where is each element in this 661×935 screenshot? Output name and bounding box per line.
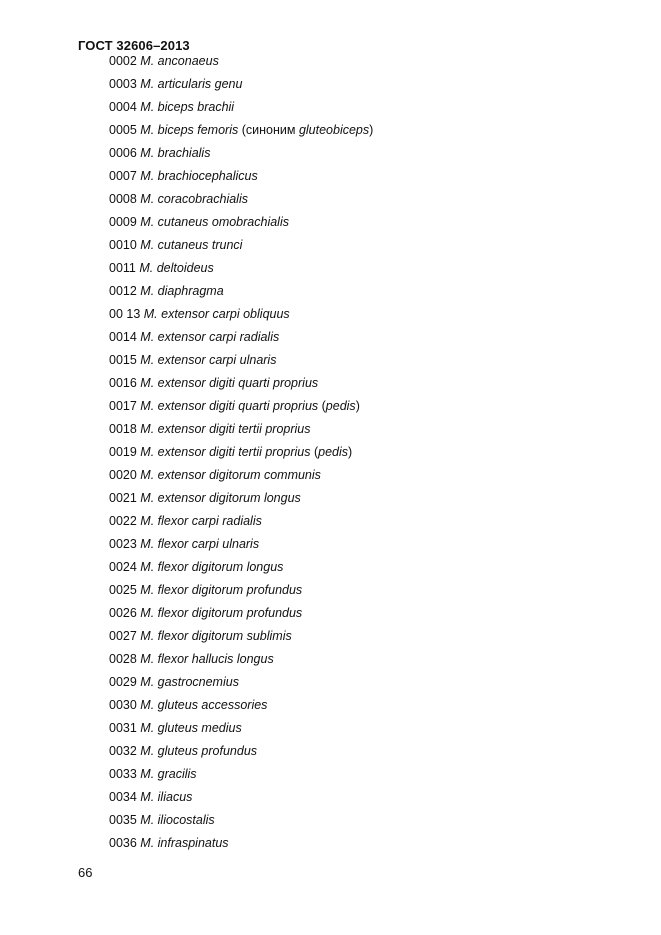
list-item	[109, 812, 373, 835]
entry-code: 0036	[109, 836, 137, 850]
entry-code: 0032	[109, 744, 137, 758]
entry-latin-name: M. flexor carpi radialis	[140, 514, 262, 528]
muscle-code-list	[109, 53, 373, 858]
entry-code: 0023	[109, 537, 137, 551]
entry-latin-name: pedis	[325, 399, 356, 413]
list-item	[109, 237, 373, 260]
list-item	[109, 743, 373, 766]
list-item	[109, 283, 373, 306]
entry-code: 0011	[109, 261, 136, 275]
entry-code: 0025	[109, 583, 137, 597]
document-header: ГОСТ 32606–2013	[78, 38, 190, 53]
list-item	[109, 191, 373, 214]
entry-note: (синоним	[238, 123, 299, 137]
entry-latin-name: pedis	[318, 445, 349, 459]
entry-code: 0029	[109, 675, 137, 689]
list-item	[109, 467, 373, 490]
entry-code: 0031	[109, 721, 137, 735]
list-item	[109, 99, 373, 122]
entry-code: 0008	[109, 192, 137, 206]
entry-latin-name: gluteobiceps	[298, 123, 370, 137]
entry-code: 0018	[109, 422, 137, 436]
list-item	[109, 697, 373, 720]
list-item	[109, 122, 373, 145]
list-item	[109, 766, 373, 789]
entry-latin-name: M. flexor digitorum sublimis	[140, 629, 292, 643]
entry-latin-name: M. iliacus	[140, 790, 193, 804]
entry-latin-name: M. gracilis	[140, 767, 197, 781]
entry-code: 0034	[109, 790, 137, 804]
entry-latin-name: M. biceps brachii	[140, 100, 235, 114]
page-number: 66	[78, 865, 93, 880]
entry-code: 0015	[109, 353, 137, 367]
entry-latin-name: M. extensor carpi ulnaris	[140, 353, 277, 367]
entry-code: 0005	[109, 123, 137, 137]
list-item	[109, 53, 373, 76]
list-item	[109, 674, 373, 697]
list-item	[109, 214, 373, 237]
entry-latin-name: M. flexor digitorum profundus	[140, 583, 303, 597]
entry-code: 0035	[109, 813, 137, 827]
entry-latin-name: M. extensor carpi radialis	[140, 330, 280, 344]
entry-code: 0022	[109, 514, 137, 528]
entry-code: 0004	[109, 100, 137, 114]
list-item	[109, 375, 373, 398]
entry-code: 0027	[109, 629, 137, 643]
entry-latin-name: M. diaphragma	[140, 284, 224, 298]
entry-latin-name: M. brachiocephalicus	[140, 169, 258, 183]
entry-code: 00 13	[109, 307, 141, 321]
entry-code: 0021	[109, 491, 137, 505]
list-item	[109, 789, 373, 812]
entry-code: 0024	[109, 560, 137, 574]
entry-code: 0020	[109, 468, 137, 482]
list-item	[109, 490, 373, 513]
entry-code: 0033	[109, 767, 137, 781]
entry-code: 0028	[109, 652, 137, 666]
entry-code: 0002	[109, 54, 137, 68]
entry-code: 0014	[109, 330, 137, 344]
entry-latin-name: M. extensor digiti quarti proprius	[140, 376, 319, 390]
list-item	[109, 559, 373, 582]
entry-code: 0019	[109, 445, 137, 459]
entry-note: (	[318, 399, 326, 413]
list-item	[109, 605, 373, 628]
list-item	[109, 329, 373, 352]
entry-code: 0003	[109, 77, 137, 91]
entry-latin-name: M. gluteus accessories	[140, 698, 268, 712]
entry-latin-name: M. flexor hallucis longus	[140, 652, 274, 666]
list-item	[109, 628, 373, 651]
entry-code: 0017	[109, 399, 137, 413]
entry-code: 0016	[109, 376, 137, 390]
entry-latin-name: M. biceps femoris	[140, 123, 239, 137]
list-item	[109, 145, 373, 168]
list-item	[109, 513, 373, 536]
entry-code: 0026	[109, 606, 137, 620]
list-item	[109, 168, 373, 191]
entry-latin-name: M. extensor digiti quarti proprius	[140, 399, 319, 413]
entry-code: 0012	[109, 284, 137, 298]
entry-note: )	[355, 399, 360, 413]
list-item	[109, 651, 373, 674]
entry-latin-name: M. deltoideus	[139, 261, 214, 275]
list-item	[109, 352, 373, 375]
entry-latin-name: M. cutaneus trunci	[140, 238, 243, 252]
list-item	[109, 260, 373, 283]
list-item	[109, 720, 373, 743]
entry-latin-name: M. brachialis	[140, 146, 211, 160]
entry-latin-name: M. anconaeus	[140, 54, 219, 68]
list-item	[109, 536, 373, 559]
entry-latin-name: M. articularis genu	[140, 77, 243, 91]
entry-latin-name: M. iliocostalis	[140, 813, 215, 827]
entry-latin-name: M. flexor digitorum longus	[140, 560, 284, 574]
list-item	[109, 398, 373, 421]
entry-note: )	[348, 445, 353, 459]
entry-note: (	[310, 445, 319, 459]
list-item	[109, 306, 373, 329]
entry-latin-name: M. infraspinatus	[140, 836, 229, 850]
entry-latin-name: M. coracobrachialis	[140, 192, 248, 206]
entry-note: )	[369, 123, 374, 137]
entry-latin-name: M. extensor carpi obliquus	[143, 307, 290, 321]
entry-latin-name: M. flexor carpi ulnaris	[140, 537, 260, 551]
entry-latin-name: M. extensor digiti tertii proprius	[140, 422, 311, 436]
entry-latin-name: M. gastrocnemius	[140, 675, 239, 689]
entry-code: 0006	[109, 146, 137, 160]
entry-latin-name: M. cutaneus omobrachialis	[140, 215, 289, 229]
entry-code: 0007	[109, 169, 137, 183]
list-item	[109, 76, 373, 99]
entry-latin-name: M. extensor digiti tertii proprius	[140, 445, 311, 459]
list-item	[109, 835, 373, 858]
list-item	[109, 582, 373, 605]
list-item	[109, 421, 373, 444]
entry-code: 0009	[109, 215, 137, 229]
entry-code: 0010	[109, 238, 137, 252]
list-item	[109, 444, 373, 467]
entry-latin-name: M. extensor digitorum longus	[140, 491, 301, 505]
entry-latin-name: M. extensor digitorum communis	[140, 468, 321, 482]
entry-latin-name: M. flexor digitorum profundus	[140, 606, 303, 620]
entry-code: 0030	[109, 698, 137, 712]
entry-latin-name: M. gluteus profundus	[140, 744, 258, 758]
entry-latin-name: M. gluteus medius	[140, 721, 242, 735]
